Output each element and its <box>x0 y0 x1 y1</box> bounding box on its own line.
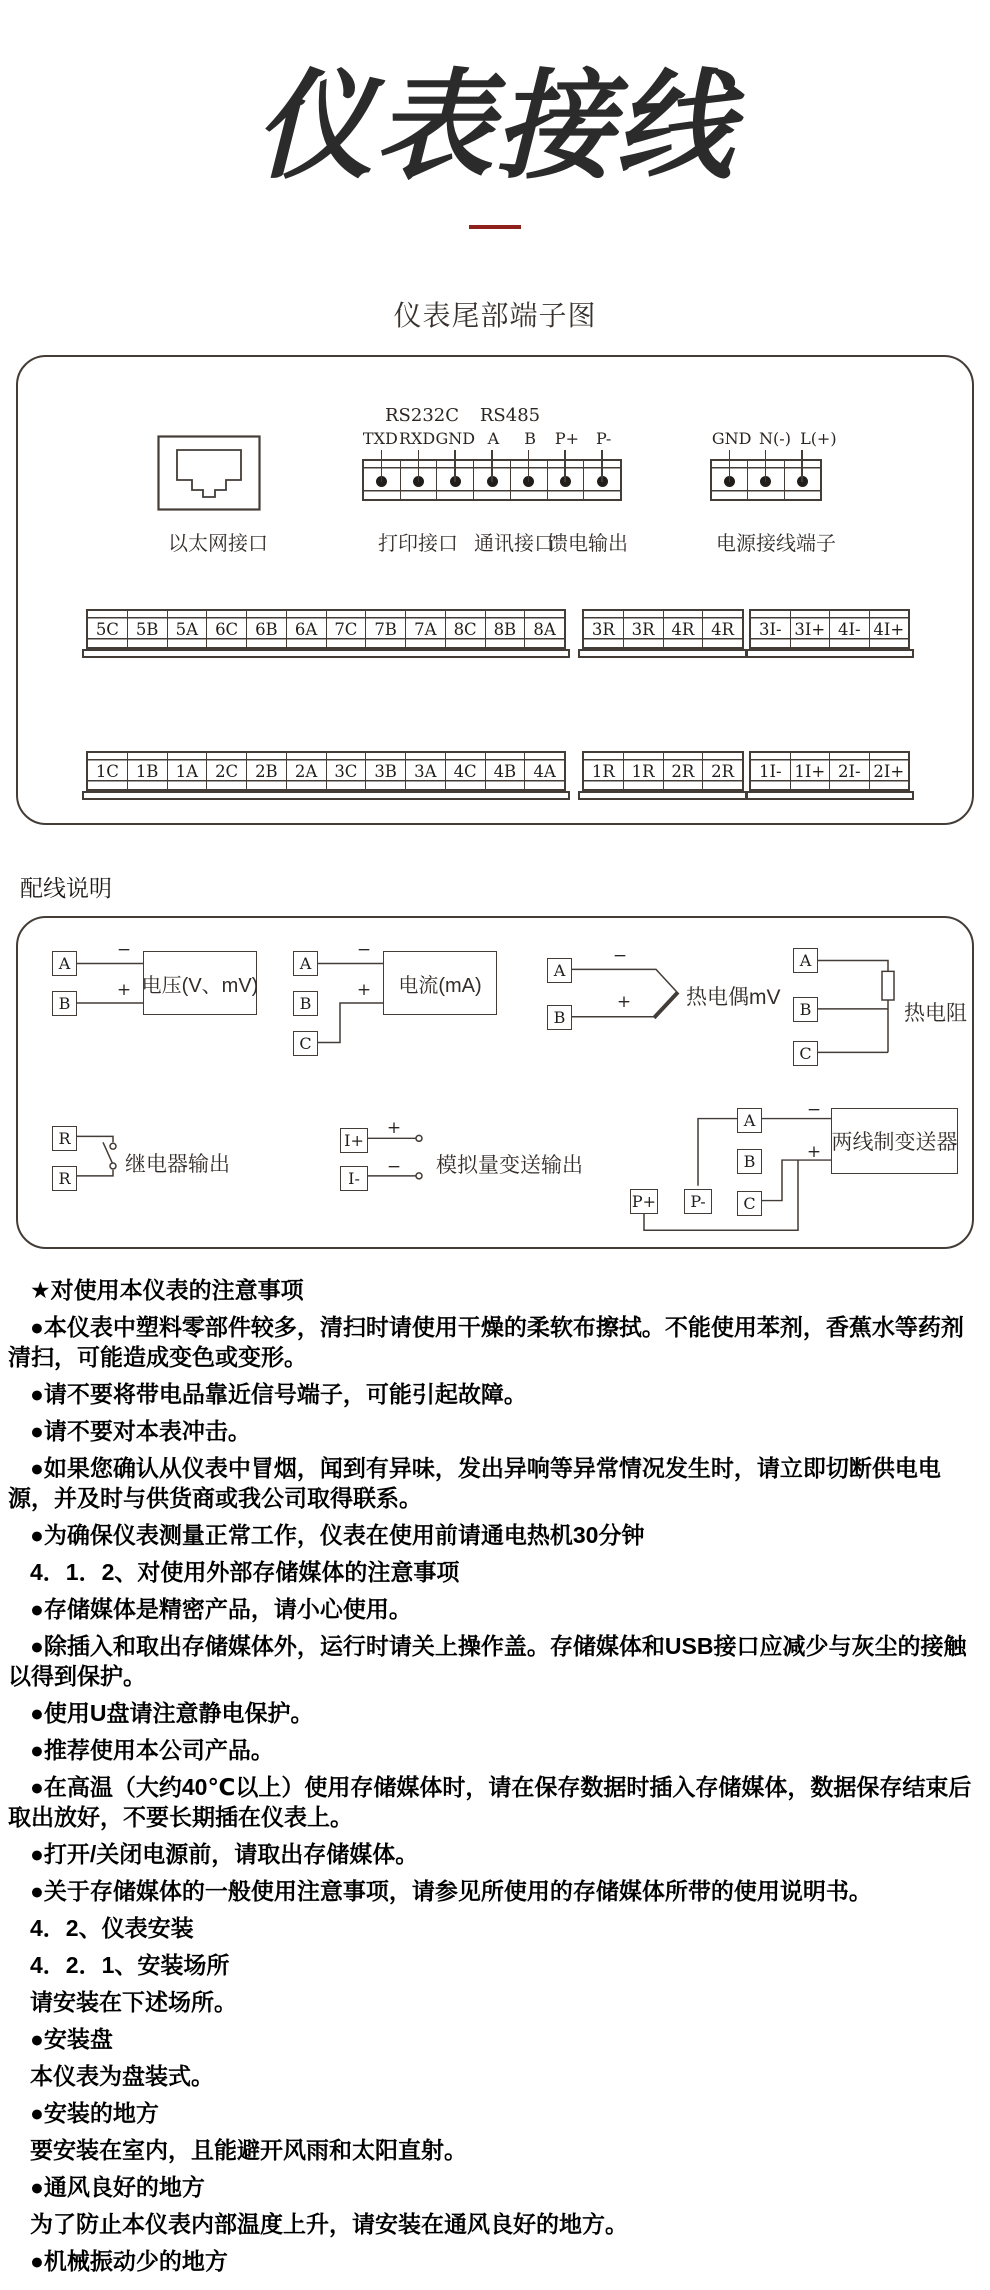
terminal-strip-row1-relay <box>582 609 744 649</box>
terminal-a: A <box>293 951 318 976</box>
terminal-b: B <box>793 997 818 1022</box>
terminal-a: A <box>793 948 818 973</box>
serial-pin-label: RXD <box>398 429 436 449</box>
terminal-cell: 3B <box>365 753 405 789</box>
terminal-cell: 2C <box>206 753 246 789</box>
note-line: ●打开/关闭电源前，请取出存储媒体。 <box>30 1841 419 1868</box>
rs485-label: RS485 <box>479 405 541 427</box>
serial-pin-label: TXD <box>362 429 398 449</box>
minus-sign: − <box>116 940 132 961</box>
terminal-contact <box>436 461 473 499</box>
power-pin-label: N(-) <box>759 429 791 449</box>
terminal-cell: 1R <box>623 753 663 789</box>
plus-sign: + <box>806 1142 822 1163</box>
terminal-cell: 3A <box>405 753 445 789</box>
note-line: 请安装在下述场所。 <box>30 1989 237 2016</box>
note-line: ●使用U盘请注意静电保护。 <box>30 1700 314 1727</box>
terminal-contact <box>473 461 510 499</box>
serial-pin-labels <box>362 429 622 448</box>
terminal-cell: 3R <box>623 611 663 647</box>
terminal-cell: 4I- <box>829 611 869 647</box>
minus-sign: − <box>356 940 372 961</box>
note-line: ●请不要对本表冲击。 <box>30 1418 251 1445</box>
terminal-a: A <box>737 1108 762 1133</box>
wiring-section-title: 配线说明 <box>20 875 112 902</box>
terminal-cell: 1R <box>591 761 615 781</box>
serial-pin-label: P+ <box>554 429 579 449</box>
serial-pin-label: A <box>487 429 500 449</box>
plus-sign: + <box>356 980 372 1001</box>
terminal-a: A <box>547 958 572 983</box>
terminal-cell: 4R <box>663 611 703 647</box>
terminal-i-plus: I+ <box>340 1128 368 1153</box>
serial-pin-label: GND <box>435 429 476 449</box>
plus-sign: + <box>616 992 632 1013</box>
terminal-c: C <box>737 1191 762 1216</box>
voltage-source-box: 电压(V、mV) <box>143 951 257 1015</box>
terminal-cell: 7B <box>365 611 405 647</box>
terminal-cell: 8B <box>485 611 525 647</box>
terminal-contact <box>583 461 620 499</box>
usage-notes <box>0 1275 990 2276</box>
power-terminal-label: 电源接线端子 <box>716 533 836 556</box>
terminal-c: C <box>793 1041 818 1066</box>
terminal-b: B <box>293 991 318 1016</box>
note-line: ●推荐使用本公司产品。 <box>30 1737 274 1764</box>
note-line: 本仪表为盘装式。 <box>30 2063 214 2090</box>
comm-port-label: 通讯接口 <box>474 533 554 556</box>
rs232c-label: RS232C <box>384 405 459 427</box>
terminal-cell: 4I+ <box>869 611 909 647</box>
note-line: ●存储媒体是精密产品，请小心使用。 <box>30 1596 412 1623</box>
terminal-b: B <box>52 991 77 1016</box>
power-pin-label: GND <box>711 429 752 449</box>
note-line: ●如果您确认从仪表中冒烟，闻到有异味，发出异响等异常情况发生时，请立即切断供电电源，并及时与供货商或我公司取得联系。 <box>8 1455 941 1512</box>
terminal-cell: 4C <box>445 753 485 789</box>
terminal-contact <box>747 461 783 499</box>
minus-sign: − <box>612 946 628 967</box>
terminal-cell: 1C <box>95 761 119 781</box>
terminal-cell: 4A <box>524 753 564 789</box>
terminal-cell: 8A <box>524 611 564 647</box>
power-terminal-strip <box>710 459 822 501</box>
terminal-cell: 3I- <box>758 619 782 639</box>
note-line: ●在高温（大约40℃以上）使用存储媒体时，请在保存数据时插入存储媒体，数据保存结束后取出放好，不要长期插在仪表上。 <box>8 1774 972 1831</box>
terminal-cell: 6A <box>286 611 326 647</box>
power-pin-labels <box>710 429 840 448</box>
rtd-label: 热电阻 <box>904 1002 967 1026</box>
terminal-contact <box>784 461 820 499</box>
serial-pin-label: B <box>524 429 537 449</box>
terminal-cell: 2I+ <box>869 753 909 789</box>
terminal-strip-row2-main <box>86 751 566 791</box>
terminal-cell: 5B <box>127 611 167 647</box>
page-title: 仪表接线 <box>254 61 735 193</box>
terminal-cell: 1I+ <box>790 753 830 789</box>
terminal-contact <box>547 461 584 499</box>
analog-output-label: 模拟量变送输出 <box>436 1154 583 1178</box>
power-pin-label: L(+) <box>800 429 837 449</box>
terminal-cell: 3R <box>591 619 615 639</box>
terminal-r2: R <box>52 1166 77 1191</box>
serial-terminal-strip <box>362 459 622 501</box>
terminal-cell: 3C <box>326 753 366 789</box>
ethernet-rj45-icon <box>157 435 261 511</box>
terminal-contact <box>364 461 400 499</box>
terminal-cell: 3I+ <box>790 611 830 647</box>
terminal-cell: 6B <box>246 611 286 647</box>
note-line: ●请不要将带电品靠近信号端子，可能引起故障。 <box>30 1381 527 1408</box>
terminal-strip-row1-main <box>86 609 566 649</box>
serial-pin-label: P- <box>596 429 612 449</box>
note-line: 4．1．2、对使用外部存储媒体的注意事项 <box>30 1559 460 1586</box>
terminal-diagram-panel <box>16 355 974 825</box>
terminal-strip-row2-relay <box>582 751 744 791</box>
note-line: ●为确保仪表测量正常工作，仪表在使用前请通电热机30分钟 <box>30 1522 645 1549</box>
terminal-p-minus: P- <box>684 1189 712 1214</box>
note-line: ●除插入和取出存储媒体外，运行时请关上操作盖。存储媒体和USB接口应减少与灰尘的接触以得到保护。 <box>8 1633 967 1690</box>
terminal-contact <box>400 461 437 499</box>
title-divider <box>469 225 521 229</box>
terminal-cell: 5A <box>167 611 207 647</box>
plus-sign: + <box>386 1118 402 1139</box>
terminal-diagram-title: 仪表尾部端子图 <box>393 300 597 332</box>
note-line: 4．2、仪表安装 <box>30 1915 194 1942</box>
wiring-panel <box>16 916 974 1249</box>
terminal-cell: 2R <box>663 753 703 789</box>
terminal-cell: 5C <box>95 619 119 639</box>
terminal-cell: 2A <box>286 753 326 789</box>
terminal-strip-row2-current <box>749 751 910 791</box>
note-line: 为了防止本仪表内部温度上升，请安装在通风良好的地方。 <box>30 2211 628 2238</box>
terminal-cell: 4B <box>485 753 525 789</box>
print-port-label: 打印接口 <box>378 533 458 556</box>
terminal-cell: 1I- <box>758 761 782 781</box>
terminal-cell: 2B <box>246 753 286 789</box>
terminal-cell: 1B <box>127 753 167 789</box>
terminal-cell: 2I- <box>829 753 869 789</box>
terminal-cell: 6C <box>206 611 246 647</box>
note-line: ●机械振动少的地方 <box>30 2248 228 2275</box>
feed-output-label: 馈电输出 <box>548 533 628 556</box>
terminal-cell: 7A <box>405 611 445 647</box>
terminal-cell: 2R <box>702 753 742 789</box>
terminal-cell: 8C <box>445 611 485 647</box>
terminal-contact <box>712 461 747 499</box>
ethernet-port-label: 以太网接口 <box>168 533 268 556</box>
terminal-cell: 4R <box>702 611 742 647</box>
relay-output-label: 继电器输出 <box>125 1153 230 1177</box>
note-line: ●安装的地方 <box>30 2100 159 2127</box>
terminal-p-plus: P+ <box>630 1189 658 1214</box>
thermocouple-label: 热电偶mV <box>686 986 781 1010</box>
terminal-b: B <box>737 1149 762 1174</box>
note-line: ●安装盘 <box>30 2026 113 2053</box>
note-line: ●本仪表中塑料零部件较多，清扫时请使用干燥的柔软布擦拭。不能使用苯剂，香蕉水等药剂清扫，可能造成变色或变形。 <box>8 1314 964 1371</box>
terminal-b: B <box>547 1005 572 1030</box>
terminal-c: C <box>293 1031 318 1056</box>
terminal-strip-row1-current <box>749 609 910 649</box>
minus-sign: − <box>806 1100 822 1121</box>
terminal-cell: 1A <box>167 753 207 789</box>
current-source-box: 电流(mA) <box>383 951 497 1015</box>
terminal-cell: 7C <box>326 611 366 647</box>
note-line: 要安装在室内，且能避开风雨和太阳直射。 <box>30 2137 467 2164</box>
terminal-a: A <box>52 951 77 976</box>
note-line: 4．2．1、安装场所 <box>30 1952 230 1979</box>
terminal-contact <box>510 461 547 499</box>
note-line: ★对使用本仪表的注意事项 <box>30 1277 304 1304</box>
two-wire-transmitter-box: 两线制变送器 <box>831 1108 958 1174</box>
plus-sign: + <box>116 980 132 1001</box>
terminal-i-minus: I- <box>340 1166 368 1191</box>
note-line: ●关于存储媒体的一般使用注意事项，请参见所使用的存储媒体所带的使用说明书。 <box>30 1878 872 1905</box>
minus-sign: − <box>386 1157 402 1178</box>
note-line: ●通风良好的地方 <box>30 2174 205 2201</box>
terminal-r1: R <box>52 1126 77 1151</box>
